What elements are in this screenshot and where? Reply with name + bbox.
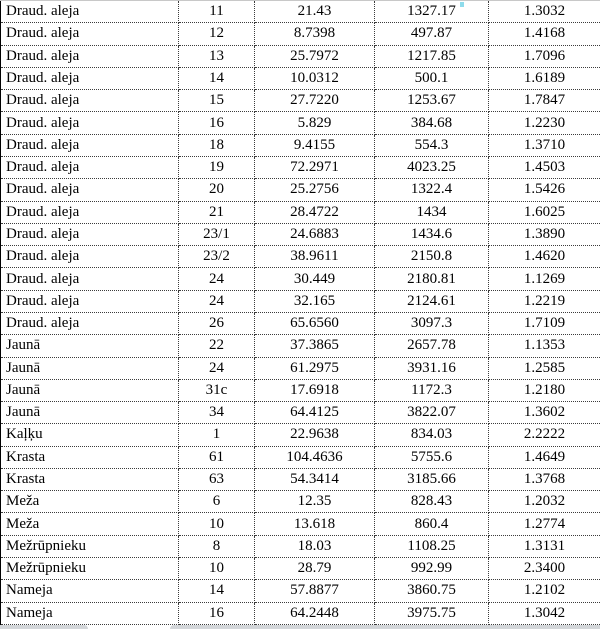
cell-value-2: 1253.67	[375, 90, 489, 112]
cell-street-name: Draud. aleja	[1, 112, 179, 134]
cell-street-name: Draud. aleja	[1, 45, 179, 67]
cell-street-name: Jaunā	[1, 357, 179, 379]
cell-value-2: 1434.6	[375, 223, 489, 245]
cell-value-2: 554.3	[375, 134, 489, 156]
cell-value-3: 1.4168	[489, 23, 600, 45]
cell-value-2: 4023.25	[375, 156, 489, 178]
cell-value-1: 57.8877	[255, 580, 375, 602]
cell-house-number: 34	[179, 402, 255, 424]
cell-house-number: 16	[179, 602, 255, 624]
cell-value-3: 1.6025	[489, 201, 600, 223]
cell-value-1: 28.4722	[255, 201, 375, 223]
cell-house-number: 61	[179, 446, 255, 468]
cell-value-2: 828.43	[375, 491, 489, 513]
cell-house-number: 13	[179, 45, 255, 67]
cell-value-3: 2.3400	[489, 558, 600, 580]
cell-value-1: 25.7972	[255, 45, 375, 67]
bottom-edge-segment-left	[0, 625, 88, 629]
cell-value-2: 860.4	[375, 513, 489, 535]
table-row	[1, 134, 600, 156]
cell-street-name: Draud. aleja	[1, 223, 179, 245]
cell-value-3: 1.3042	[489, 602, 600, 624]
cell-house-number: 19	[179, 156, 255, 178]
cell-street-name: Nameja	[1, 602, 179, 624]
cell-value-3: 1.2230	[489, 112, 600, 134]
data-table-body	[1, 1, 600, 625]
bottom-window-edge	[0, 625, 600, 629]
table-row	[1, 580, 600, 602]
cell-value-1: 12.35	[255, 491, 375, 513]
cell-street-name: Krasta	[1, 468, 179, 490]
cell-street-name: Jaunā	[1, 379, 179, 401]
cell-value-1: 64.4125	[255, 402, 375, 424]
cell-value-3: 1.4620	[489, 246, 600, 268]
cell-house-number: 16	[179, 112, 255, 134]
cell-house-number: 21	[179, 201, 255, 223]
table-row	[1, 424, 600, 446]
cell-street-name: Mežrūpnieku	[1, 558, 179, 580]
table-row	[1, 513, 600, 535]
cell-street-name: Draud. aleja	[1, 67, 179, 89]
cell-value-1: 25.2756	[255, 179, 375, 201]
table-row	[1, 45, 600, 67]
table-row	[1, 223, 600, 245]
cell-house-number: 10	[179, 513, 255, 535]
cell-street-name: Meža	[1, 491, 179, 513]
cell-house-number: 20	[179, 179, 255, 201]
table-row	[1, 90, 600, 112]
cell-value-1: 9.4155	[255, 134, 375, 156]
cell-value-1: 54.3414	[255, 468, 375, 490]
table-row	[1, 535, 600, 557]
cell-value-3: 1.6189	[489, 67, 600, 89]
cell-value-3: 2.2222	[489, 424, 600, 446]
table-row	[1, 290, 600, 312]
table-row	[1, 112, 600, 134]
cell-value-1: 24.6883	[255, 223, 375, 245]
cell-value-3: 1.2585	[489, 357, 600, 379]
cell-street-name: Kaļķu	[1, 424, 179, 446]
cell-street-name: Draud. aleja	[1, 268, 179, 290]
cell-value-2: 2180.81	[375, 268, 489, 290]
cell-house-number: 63	[179, 468, 255, 490]
cell-value-2: 497.87	[375, 23, 489, 45]
cell-value-2: 834.03	[375, 424, 489, 446]
cell-value-3: 1.3710	[489, 134, 600, 156]
cell-value-2: 3185.66	[375, 468, 489, 490]
cell-value-3: 1.1269	[489, 268, 600, 290]
table-row	[1, 67, 600, 89]
cell-house-number: 31c	[179, 379, 255, 401]
cell-street-name: Meža	[1, 513, 179, 535]
cell-value-3: 1.7847	[489, 90, 600, 112]
cell-value-3: 1.1353	[489, 335, 600, 357]
table-row	[1, 468, 600, 490]
cell-value-1: 5.829	[255, 112, 375, 134]
table-row	[1, 357, 600, 379]
cell-house-number: 15	[179, 90, 255, 112]
cell-street-name: Krasta	[1, 446, 179, 468]
cell-value-2: 500.1	[375, 67, 489, 89]
cell-value-2: 1172.3	[375, 379, 489, 401]
table-row	[1, 156, 600, 178]
cell-value-2: 3097.3	[375, 312, 489, 334]
cell-house-number: 12	[179, 23, 255, 45]
cell-street-name: Draud. aleja	[1, 156, 179, 178]
table-row	[1, 312, 600, 334]
cell-value-2: 1217.85	[375, 45, 489, 67]
cell-value-1: 8.7398	[255, 23, 375, 45]
cell-value-1: 61.2975	[255, 357, 375, 379]
table-row	[1, 491, 600, 513]
cursor-artifact	[460, 2, 464, 7]
cell-street-name: Jaunā	[1, 335, 179, 357]
cell-value-2: 3931.16	[375, 357, 489, 379]
cell-value-3: 1.4503	[489, 156, 600, 178]
cell-house-number: 24	[179, 357, 255, 379]
cell-value-3: 1.3602	[489, 402, 600, 424]
cell-value-1: 30.449	[255, 268, 375, 290]
cell-value-3: 1.2180	[489, 379, 600, 401]
table-row	[1, 1, 600, 23]
table-row	[1, 446, 600, 468]
cell-value-1: 72.2971	[255, 156, 375, 178]
cell-value-2: 992.99	[375, 558, 489, 580]
cell-street-name: Draud. aleja	[1, 312, 179, 334]
cell-value-1: 38.9611	[255, 246, 375, 268]
table-row	[1, 246, 600, 268]
cell-value-3: 1.2032	[489, 491, 600, 513]
cell-value-2: 3822.07	[375, 402, 489, 424]
cell-house-number: 24	[179, 290, 255, 312]
table-row	[1, 268, 600, 290]
cell-value-2: 2657.78	[375, 335, 489, 357]
cell-street-name: Draud. aleja	[1, 90, 179, 112]
cell-value-1: 27.7220	[255, 90, 375, 112]
cell-value-1: 65.6560	[255, 312, 375, 334]
cell-street-name: Draud. aleja	[1, 1, 179, 23]
cell-house-number: 6	[179, 491, 255, 513]
cell-street-name: Draud. aleja	[1, 246, 179, 268]
bottom-edge-segment-right	[170, 625, 600, 629]
cell-house-number: 24	[179, 268, 255, 290]
cell-street-name: Nameja	[1, 580, 179, 602]
cell-value-2: 2150.8	[375, 246, 489, 268]
table-row	[1, 379, 600, 401]
cell-street-name: Draud. aleja	[1, 23, 179, 45]
cell-value-1: 10.0312	[255, 67, 375, 89]
cell-value-1: 22.9638	[255, 424, 375, 446]
cell-value-2: 384.68	[375, 112, 489, 134]
table-row	[1, 201, 600, 223]
cell-value-3: 1.4649	[489, 446, 600, 468]
cell-value-1: 17.6918	[255, 379, 375, 401]
cell-value-2: 1434	[375, 201, 489, 223]
cell-street-name: Draud. aleja	[1, 201, 179, 223]
cell-house-number: 23/1	[179, 223, 255, 245]
cell-house-number: 8	[179, 535, 255, 557]
cell-value-3: 1.3131	[489, 535, 600, 557]
cell-value-1: 21.43	[255, 1, 375, 23]
table-row	[1, 335, 600, 357]
cell-value-1: 28.79	[255, 558, 375, 580]
cell-value-2: 2124.61	[375, 290, 489, 312]
cell-value-3: 1.2219	[489, 290, 600, 312]
cell-value-3: 1.5426	[489, 179, 600, 201]
cell-value-3: 1.2774	[489, 513, 600, 535]
cell-house-number: 26	[179, 312, 255, 334]
cell-house-number: 18	[179, 134, 255, 156]
table-row	[1, 179, 600, 201]
cell-value-2: 5755.6	[375, 446, 489, 468]
cell-value-3: 1.3890	[489, 223, 600, 245]
cell-house-number: 10	[179, 558, 255, 580]
cell-house-number: 11	[179, 1, 255, 23]
cell-value-1: 18.03	[255, 535, 375, 557]
table-row	[1, 23, 600, 45]
cell-house-number: 14	[179, 580, 255, 602]
cell-house-number: 22	[179, 335, 255, 357]
cell-value-2: 1108.25	[375, 535, 489, 557]
cell-street-name: Mežrūpnieku	[1, 535, 179, 557]
cell-value-1: 64.2448	[255, 602, 375, 624]
cell-value-1: 13.618	[255, 513, 375, 535]
cell-value-1: 104.4636	[255, 446, 375, 468]
cell-street-name: Draud. aleja	[1, 179, 179, 201]
cell-value-3: 1.2102	[489, 580, 600, 602]
cell-value-3: 1.3032	[489, 1, 600, 23]
table-row	[1, 402, 600, 424]
cell-value-2: 1327.17	[375, 1, 489, 23]
cell-value-2: 3975.75	[375, 602, 489, 624]
cell-street-name: Draud. aleja	[1, 290, 179, 312]
cell-value-3: 1.3768	[489, 468, 600, 490]
table-row	[1, 602, 600, 624]
cell-street-name: Draud. aleja	[1, 134, 179, 156]
cell-value-1: 32.165	[255, 290, 375, 312]
cell-street-name: Jaunā	[1, 402, 179, 424]
cell-house-number: 1	[179, 424, 255, 446]
cell-value-1: 37.3865	[255, 335, 375, 357]
cell-value-3: 1.7096	[489, 45, 600, 67]
cell-value-2: 1322.4	[375, 179, 489, 201]
cell-house-number: 23/2	[179, 246, 255, 268]
cell-value-3: 1.7109	[489, 312, 600, 334]
table-row	[1, 558, 600, 580]
cell-value-2: 3860.75	[375, 580, 489, 602]
cell-house-number: 14	[179, 67, 255, 89]
